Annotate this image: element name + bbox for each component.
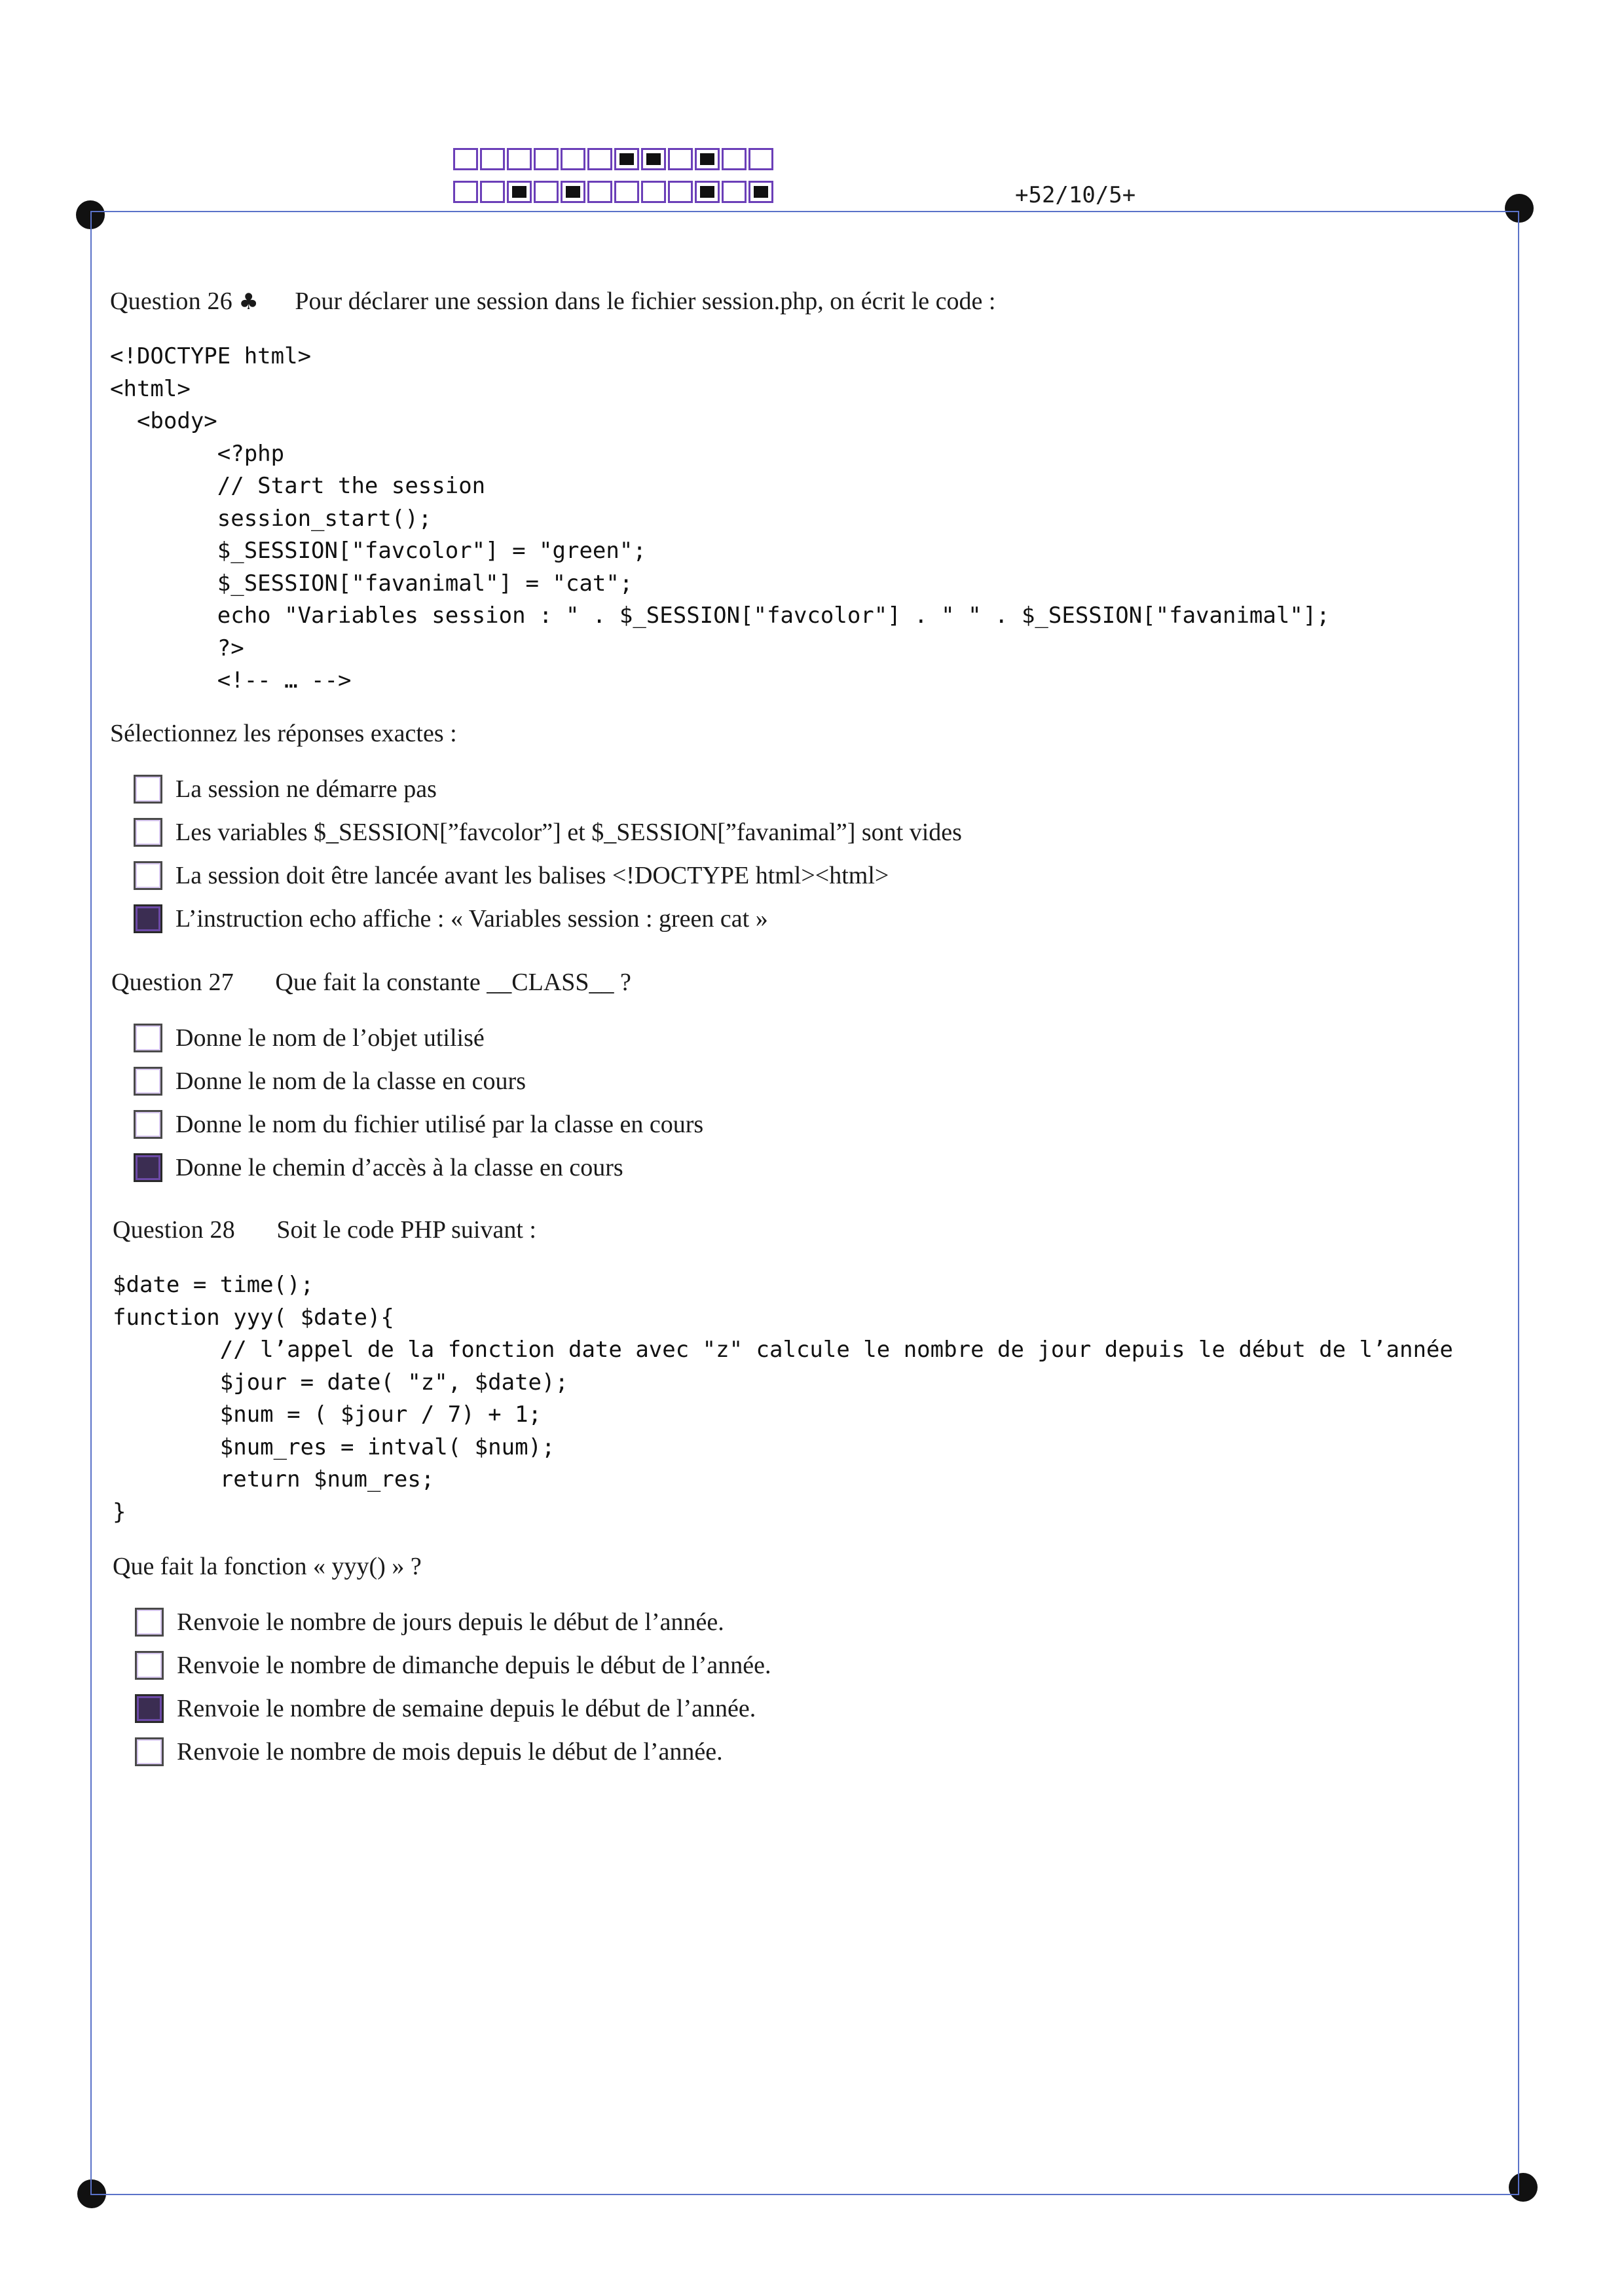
checkbox[interactable] (134, 1067, 162, 1096)
code-block: <!DOCTYPE html> <html> <body> <?php // Start the session session_start(); $_SESSION["favcolor"] = "green"; $_SESSION["favanimal"] = "cat"; echo "Variables session : " . $_SESSION["favcolor"] . " " . $_SESSION["favanimal"]; ?> <!-- … --> (110, 343, 1330, 694)
code-box-empty (748, 148, 773, 170)
code-box-filled (641, 148, 666, 170)
answer-option[interactable] (134, 768, 962, 811)
answer-label: Donne le nom de la classe en cours (175, 1067, 526, 1095)
answer-list (134, 1016, 703, 1189)
code-box-empty (668, 148, 693, 170)
code-box-filled (695, 148, 720, 170)
code-box-empty (561, 148, 585, 170)
answer-list (135, 1601, 771, 1773)
answer-label: Renvoie le nombre de jours depuis le début de l’année. (177, 1608, 724, 1636)
checkbox[interactable] (134, 818, 162, 847)
checkbox[interactable] (134, 861, 162, 890)
code-box-filled (507, 181, 532, 203)
answer-label: Renvoie le nombre de semaine depuis le début de l’année. (177, 1695, 756, 1722)
page-code-row (453, 181, 775, 203)
answer-option[interactable] (134, 854, 962, 897)
answer-option[interactable] (135, 1644, 771, 1687)
code-box-empty (722, 181, 747, 203)
answer-label: Donne le nom de l’objet utilisé (175, 1024, 485, 1052)
answer-label: L’instruction echo affiche : « Variables session : green cat » (175, 905, 768, 933)
answer-option[interactable] (135, 1601, 771, 1644)
question-28-header (113, 1215, 536, 1244)
question-26-header (110, 287, 995, 316)
answer-option[interactable] (134, 811, 962, 854)
code-box-empty (480, 148, 505, 170)
code-block: $date = time(); function yyy( $date){ // l’appel de la fonction date avec "z" calcule le nombre de jour depuis le début de l’année $jour = date( "z", $date); $num = ( $jour / 7) + 1; $num_res = intval( $num); return $num_res; } (113, 1272, 1453, 1525)
checkbox[interactable] (135, 1651, 164, 1680)
checkbox[interactable] (134, 775, 162, 804)
code-box-empty (587, 181, 612, 203)
page-id: +52/10/5+ (1015, 182, 1136, 208)
code-box-empty (453, 181, 478, 203)
page-code-boxes (453, 148, 775, 203)
code-box-filled (614, 148, 639, 170)
question-27-header (111, 968, 631, 997)
code-box-filled (748, 181, 773, 203)
code-box-empty (534, 148, 559, 170)
question-prompt: Pour déclarer une session dans le fichier session.php, on écrit le code : (295, 287, 996, 315)
checkbox[interactable] (135, 1608, 164, 1637)
checkbox-checked[interactable] (134, 904, 162, 933)
answer-option[interactable] (134, 897, 962, 940)
checkbox-checked[interactable] (135, 1694, 164, 1723)
answer-option[interactable] (134, 1060, 703, 1103)
answer-label: Renvoie le nombre de mois depuis le début de l’année. (177, 1738, 723, 1766)
code-box-empty (453, 148, 478, 170)
question-prompt: Soit le code PHP suivant : (276, 1216, 536, 1244)
checkbox[interactable] (134, 1110, 162, 1139)
checkbox[interactable] (134, 1024, 162, 1052)
instruction-text: Sélectionnez les réponses exactes : (110, 720, 457, 747)
code-box-filled (561, 181, 585, 203)
answer-option[interactable] (135, 1687, 771, 1730)
code-box-empty (480, 181, 505, 203)
page-code-row (453, 148, 775, 170)
question-number: Question 27 (111, 969, 234, 996)
club-icon: ♣ (238, 289, 259, 315)
answer-label: Les variables $_SESSION[”favcolor”] et $_SESSION[”favanimal”] sont vides (175, 819, 962, 846)
code-box-empty (587, 148, 612, 170)
question-number: Question 26 (110, 287, 232, 315)
code-box-empty (668, 181, 693, 203)
code-box-empty (722, 148, 747, 170)
answer-option[interactable] (134, 1016, 703, 1060)
answer-label: Donne le chemin d’accès à la classe en cours (175, 1154, 623, 1181)
answer-label: Donne le nom du fichier utilisé par la classe en cours (175, 1111, 704, 1138)
answer-label: Renvoie le nombre de dimanche depuis le début de l’année. (177, 1652, 771, 1679)
code-box-empty (507, 148, 532, 170)
answer-option[interactable] (134, 1146, 703, 1189)
code-box-empty (641, 181, 666, 203)
code-box-empty (614, 181, 639, 203)
answer-option[interactable] (135, 1730, 771, 1773)
answer-list (134, 768, 962, 940)
checkbox-checked[interactable] (134, 1153, 162, 1182)
question-number: Question 28 (113, 1216, 235, 1244)
answer-label: La session ne démarre pas (175, 775, 437, 803)
answer-label: La session doit être lancée avant les balises <!DOCTYPE html><html> (175, 862, 889, 889)
question-text: Que fait la fonction « yyy() » ? (113, 1553, 422, 1580)
answer-option[interactable] (134, 1103, 703, 1146)
checkbox[interactable] (135, 1737, 164, 1766)
question-prompt: Que fait la constante __CLASS__ ? (275, 969, 631, 996)
code-box-empty (534, 181, 559, 203)
code-box-filled (695, 181, 720, 203)
